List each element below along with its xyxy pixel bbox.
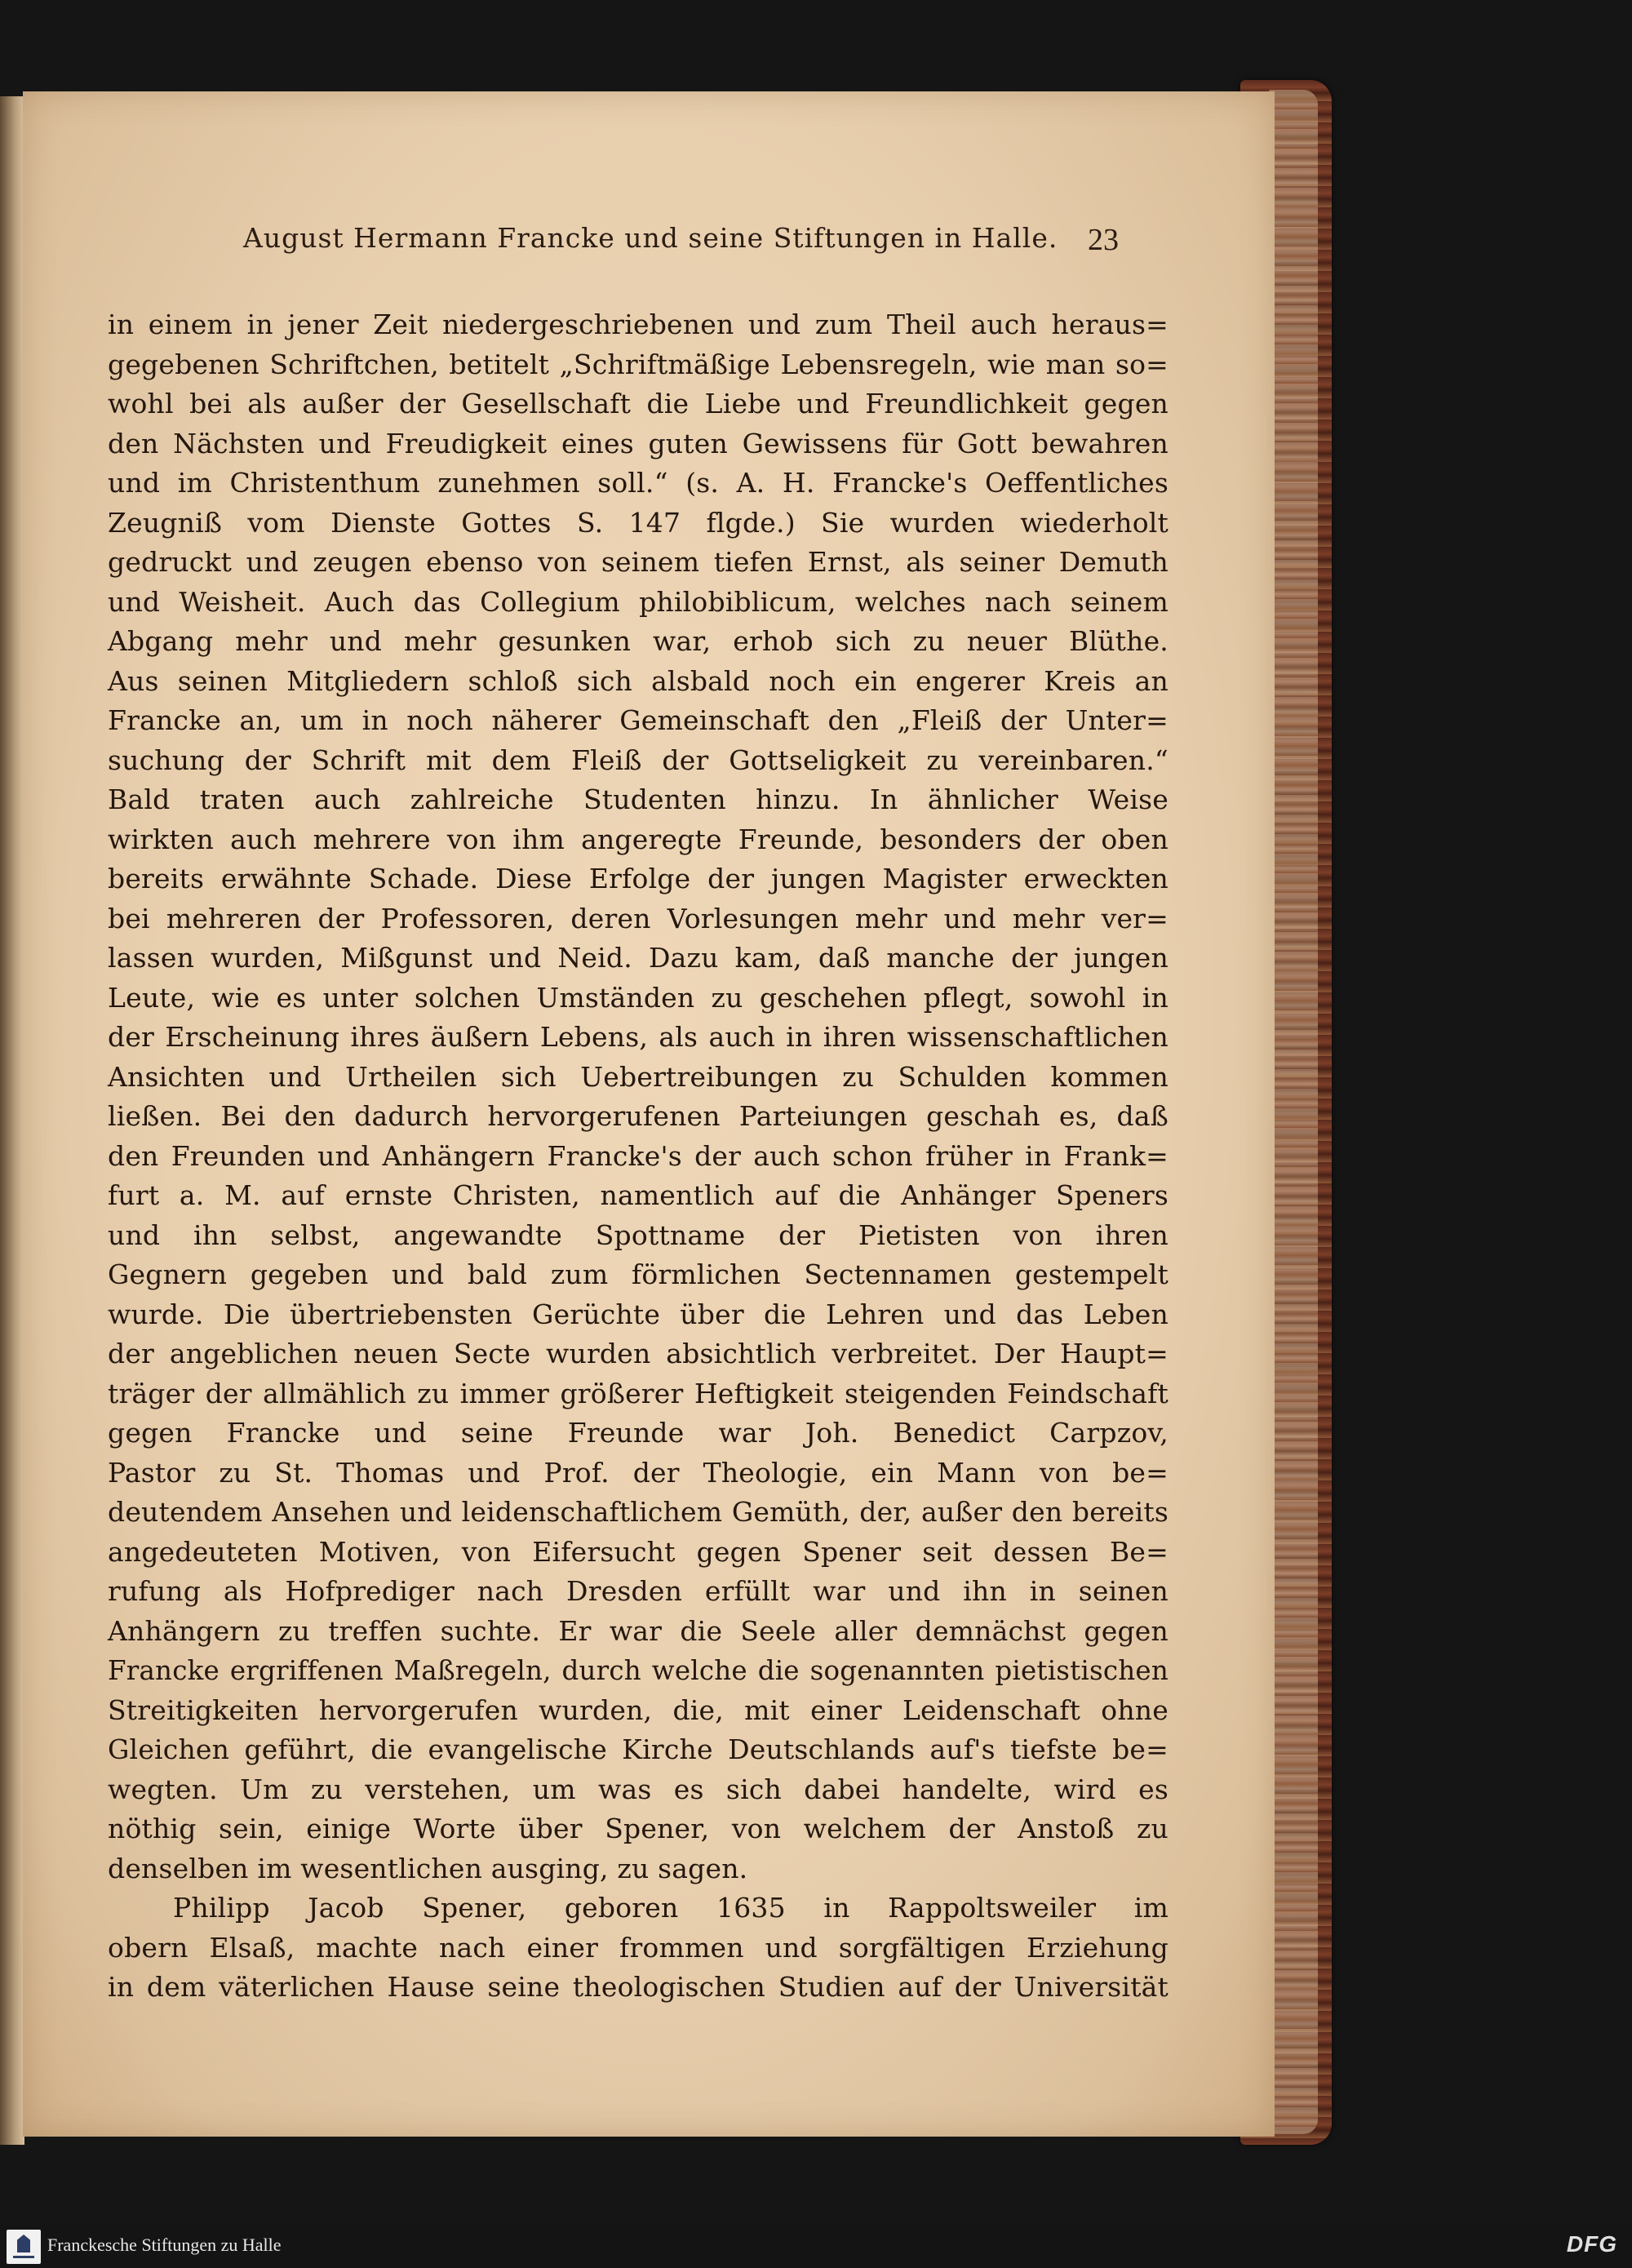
text-line: träger der allmählich zu immer größerer Heftigkeit steigenden Feindschaft	[108, 1377, 1169, 1409]
text-line: Gleichen geführt, die evangelische Kirche Deutschlands auf's tiefste be=	[108, 1733, 1169, 1765]
viewer-footer	[0, 2225, 1632, 2268]
text-line: gedruckt und zeugen ebenso von seinem tiefen Ernst, als seiner Demuth	[108, 546, 1169, 578]
text-line: lassen wurden, Mißgunst und Neid. Dazu kam, daß manche der jungen	[108, 942, 1169, 974]
text-line: Francke ergriffenen Maßregeln, durch welche die sogenannten pietistischen	[108, 1655, 1169, 1686]
text-line: deutendem Ansehen und leidenschaftlichem Gemüth, der, außer den bereits	[108, 1496, 1169, 1528]
text-line: den Freunden und Anhängern Francke's der auch schon früher in Frank=	[108, 1139, 1169, 1172]
text-line: Leute, wie es unter solchen Umständen zu geschehen pflegt, sowohl in	[108, 981, 1169, 1014]
text-line: Philipp Jacob Spener, geboren 1635 in Rappoltsweiler im	[173, 1892, 1169, 1924]
text-line: wurde. Die übertriebensten Gerüchte über die Lehren und das Leben	[108, 1298, 1169, 1330]
text-line: und im Christenthum zunehmen soll.“ (s. A. H. Francke's Oeffentliches	[108, 467, 1169, 499]
text-line: und Weisheit. Auch das Collegium philobiblicum, welches nach seinem	[108, 585, 1169, 618]
institution-name: Franckesche Stiftungen zu Halle	[47, 2235, 282, 2255]
text-line: den Nächsten und Freudigkeit eines guten Gewissens für Gott bewahren	[108, 427, 1169, 459]
text-line: bereits erwähnte Schade. Diese Erfolge der jungen Magister erweckten	[108, 863, 1169, 894]
text-line: ließen. Bei den dadurch hervorgerufenen Parteiungen geschah es, daß	[108, 1100, 1169, 1132]
text-line: nöthig sein, einige Worte über Spener, von welchem der Anstoß zu	[108, 1813, 1169, 1844]
text-line: wirkten auch mehrere von ihm angeregte Freunde, besonders der oben	[108, 823, 1169, 855]
body-text	[108, 305, 1169, 2008]
page-block-edge	[1269, 90, 1318, 2134]
text-line: der angeblichen neuen Secte wurden absichtlich verbreitet. Der Haupt=	[108, 1338, 1169, 1369]
book-page	[23, 91, 1275, 2137]
text-line: Zeugniß vom Dienste Gottes S. 147 flgde.) Sie wurden wiederholt	[108, 506, 1169, 539]
text-line: gegebenen Schriftchen, betitelt „Schriftmäßige Lebensregeln, wie man so=	[108, 348, 1169, 380]
text-line: denselben im wesentlichen ausging, zu sagen.	[108, 1852, 748, 1884]
text-line: Pastor zu St. Thomas und Prof. der Theologie, ein Mann von be=	[108, 1456, 1169, 1489]
text-line: und ihn selbst, angewandte Spottname der Pietisten von ihren	[108, 1218, 1169, 1251]
text-line: Bald traten auch zahlreiche Studenten hinzu. In ähnlicher Weise	[108, 783, 1169, 815]
text-line: der Erscheinung ihres äußern Lebens, als auch in ihren wissenschaftlichen	[108, 1021, 1169, 1053]
text-line: wegten. Um zu verstehen, um was es sich dabei handelte, wird es	[108, 1773, 1169, 1805]
text-line: suchung der Schrift mit dem Fleiß der Gottseligkeit zu vereinbaren.“	[108, 743, 1169, 776]
page-header	[23, 222, 1275, 271]
text-line: in dem väterlichen Hause seine theologischen Studien auf der Universität	[108, 1971, 1169, 2003]
text-line: Anhängern zu treffen suchte. Er war die Seele aller demnächst gegen	[108, 1614, 1169, 1647]
text-line: Aus seinen Mitgliedern schloß sich alsbald noch ein engerer Kreis an	[108, 664, 1169, 697]
text-line: bei mehreren der Professoren, deren Vorlesungen mehr und mehr ver=	[108, 902, 1169, 934]
text-line: wohl bei als außer der Gesellschaft die Liebe und Freundlichkeit gegen	[108, 388, 1169, 419]
text-line: Francke an, um in noch näherer Gemeinschaft den „Fleiß der Unter=	[108, 704, 1169, 736]
text-line: Ansichten und Urtheilen sich Uebertreibungen zu Schulden kommen	[108, 1060, 1169, 1093]
institution-logo-icon	[7, 2230, 41, 2264]
page-number: 23	[1088, 223, 1119, 257]
text-line: Gegnern gegeben und bald zum förmlichen Sectennamen gestempelt	[108, 1258, 1169, 1290]
text-line: furt a. M. auf ernste Christen, namentlich auf die Anhänger Speners	[108, 1179, 1169, 1211]
running-head: August Hermann Francke und seine Stiftungen in Halle.	[243, 222, 1058, 254]
text-line: rufung als Hofprediger nach Dresden erfüllt war und ihn in seinen	[108, 1575, 1169, 1607]
text-line: in einem in jener Zeit niedergeschriebenen und zum Theil auch heraus=	[108, 308, 1169, 340]
text-line: Abgang mehr und mehr gesunken war, erhob sich zu neuer Blüthe.	[108, 625, 1169, 657]
text-line: obern Elsaß, machte nach einer frommen und sorgfältigen Erziehung	[108, 1931, 1169, 1964]
text-line: angedeuteten Motiven, von Eifersucht gegen Spener seit dessen Be=	[108, 1535, 1169, 1568]
text-line: Streitigkeiten hervorgerufen wurden, die, mit einer Leidenschaft ohne	[108, 1693, 1169, 1726]
facing-page-edge	[0, 96, 24, 2145]
text-line: gegen Francke und seine Freunde war Joh. Benedict Carpzov,	[108, 1417, 1169, 1449]
dfg-logo: DFG	[1566, 2231, 1617, 2257]
